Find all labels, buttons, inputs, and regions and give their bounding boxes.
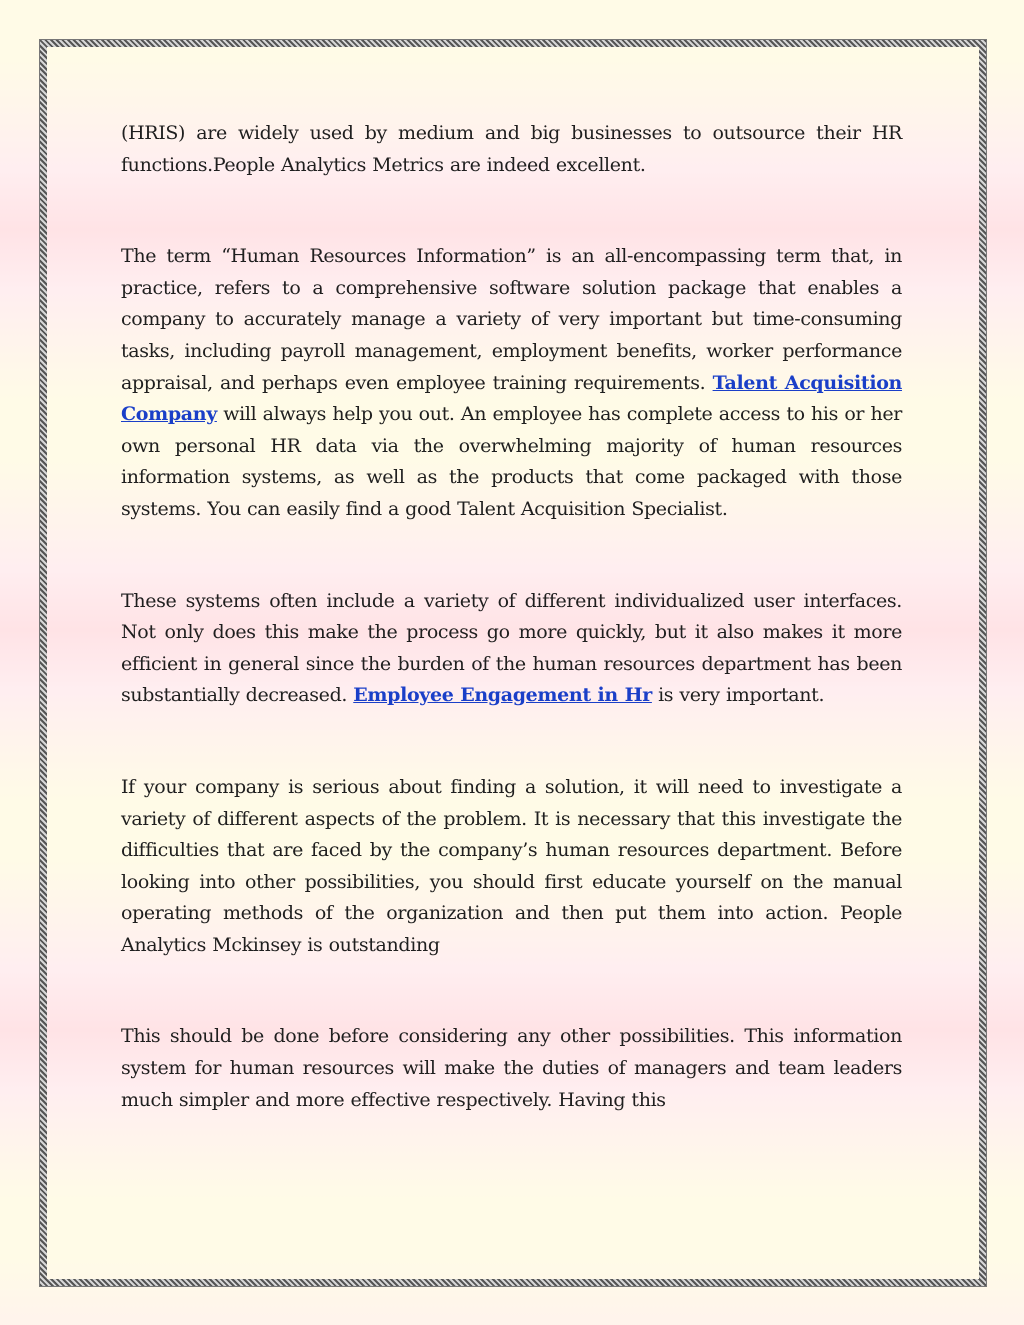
employee-engagement-link[interactable]: Employee Engagement in Hr [353,684,652,707]
paragraph-text: If your company is serious about finding a solution, it will need to investigate a variety of different aspects of the problem. It is necessary that this investigate the difficulties that are faced by the company’s human resources department. Before looking into other possibilities, you should first educate yourself on the manual operating methods of the organization and then put them into action. People Analytics Mckinsey is outstanding [121,775,902,956]
paragraph-hr-information [121,241,902,525]
paragraph-text: (HRIS) are widely used by medium and big businesses to outsource their HR functions.People Analytics Metrics are indeed excellent. [121,122,902,176]
paragraph-spacer [121,712,902,772]
paragraph-text: These systems often include a variety of different individualized user interfaces. Not only does this make the process go more quickly, but it also makes it more efficient in general since the burden of the human resources department has been substantially decreased. [121,589,902,707]
paragraph-text: The term “Human Resources Information” is an all-encompassing term that, in practice, refers to a comprehensive software solution package that enables a company to accurately manage a variety of very important but time-consuming tasks, including payroll management, employment benefits, worker performance appraisal, and perhaps even employee training requirements. [121,245,902,394]
paragraph-hris-intro [121,118,902,181]
paragraph-text: is very important. [651,684,825,707]
paragraph-company-solution [121,772,902,962]
paragraph-user-interfaces [121,586,902,712]
paragraph-managers-duties [121,1021,902,1116]
document-body [121,118,902,1116]
paragraph-text: will always help you out. An employee has complete access to his or her own personal HR data via the overwhelming majority of human resources information systems, as well as the products that come packaged with those systems. You can easily find a good Talent Acquisition Specialist. [121,403,902,520]
paragraph-text: This should be done before considering any other possibilities. This information system for human resources will make the duties of managers and team leaders much simpler and more effective respectively. Having this [121,1025,902,1111]
paragraph-spacer [121,181,902,241]
paragraph-spacer [121,526,902,586]
talent-acquisition-company-link[interactable]: Talent Acquisition Company [121,371,902,426]
paragraph-spacer [121,961,902,1021]
